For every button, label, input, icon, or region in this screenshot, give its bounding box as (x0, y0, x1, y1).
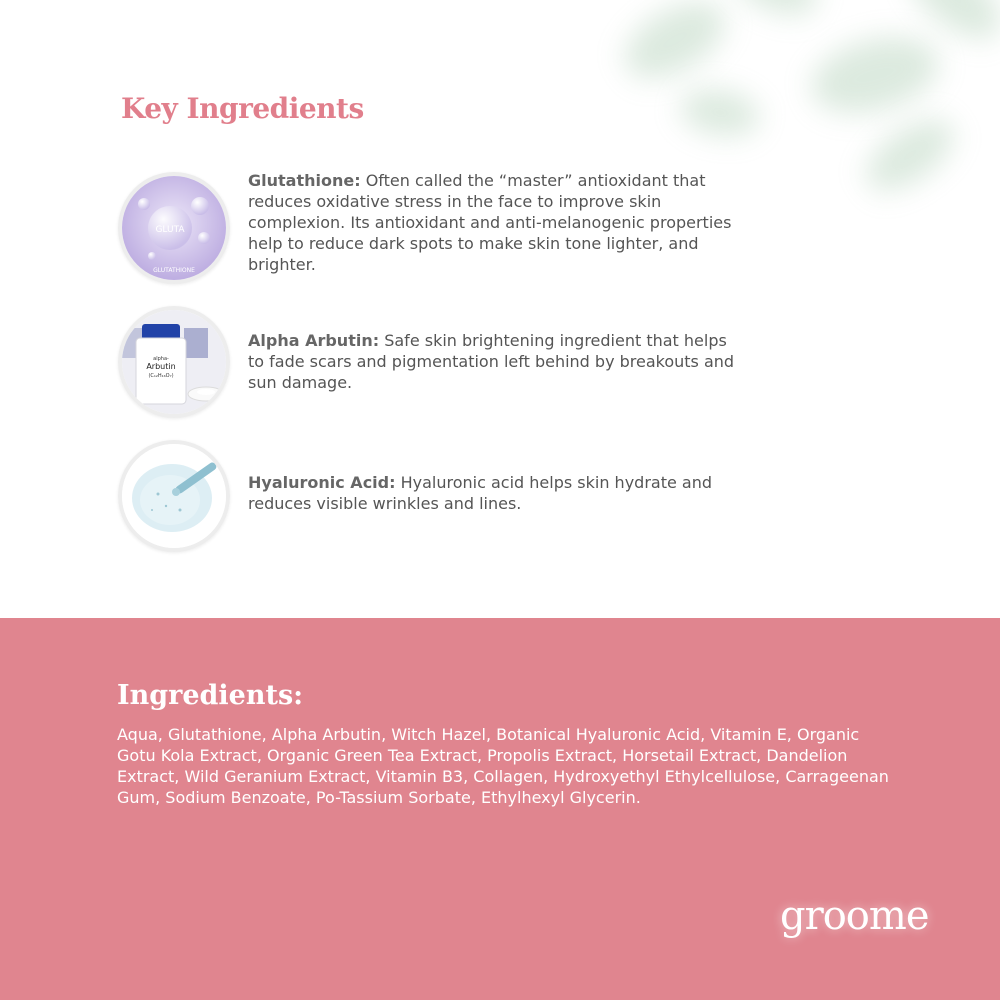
hyaluronic-acid-text: Hyaluronic acid helps skin hydrate and reduces visible wrinkles and lines. (248, 473, 713, 513)
alpha-arbutin-name: Alpha Arbutin: (248, 331, 380, 350)
ingredient-alpha-arbutin (118, 306, 758, 418)
hyaluronic-acid-description (248, 472, 738, 514)
ingredient-hyaluronic-acid (118, 440, 758, 552)
glutathione-text: Often called the “master” antioxidant that reduces oxidative stress in the face to improve skin complexion. Its antioxidant and anti-melanogenic properties help to reduce dark spots to make skin tone lighter, and brighter. (248, 171, 732, 274)
ingredients-section (0, 618, 1000, 1000)
glutathione-image (118, 172, 230, 284)
ingredients-heading: Ingredients: (117, 680, 304, 711)
ingredients-list: Aqua, Glutathione, Alpha Arbutin, Witch Hazel, Botanical Hyaluronic Acid, Vitamin E, Organic Gotu Kola Extract, Organic Green Tea Extract, Propolis Extract, Horsetail Extract, Dandelion Extract, Wild Geranium Extract, Vitamin B3, Collagen, Hydroxyethyl Ethylcellulose, Carrageenan Gum, Sodium Benzoate, Po-Tassium Sorbate, Ethylhexyl Glycerin. (117, 725, 889, 807)
arbutin-image-formula: (C₁₂H₁₆O₇) (148, 373, 174, 379)
brand-logo: groome (780, 893, 929, 939)
hyaluronic-acid-name: Hyaluronic Acid: (248, 473, 396, 492)
gluta-image-label: GLUTA (155, 225, 185, 235)
key-ingredients-heading: Key Ingredients (121, 92, 364, 125)
hyaluronic-acid-image (118, 440, 230, 552)
arbutin-image-label: Arbutin (146, 362, 176, 371)
arbutin-image-small: alpha- (153, 356, 169, 362)
alpha-arbutin-image (118, 306, 230, 418)
alpha-arbutin-description (248, 330, 738, 393)
ingredient-glutathione (118, 172, 758, 284)
glutathione-name: Glutathione: (248, 171, 361, 190)
glutathione-description (248, 170, 738, 275)
alpha-arbutin-text: Safe skin brightening ingredient that helps to fade scars and pigmentation left behind by breakouts and sun damage. (248, 331, 735, 392)
glutathione-image-label: GLUTATHIONE (153, 267, 195, 274)
